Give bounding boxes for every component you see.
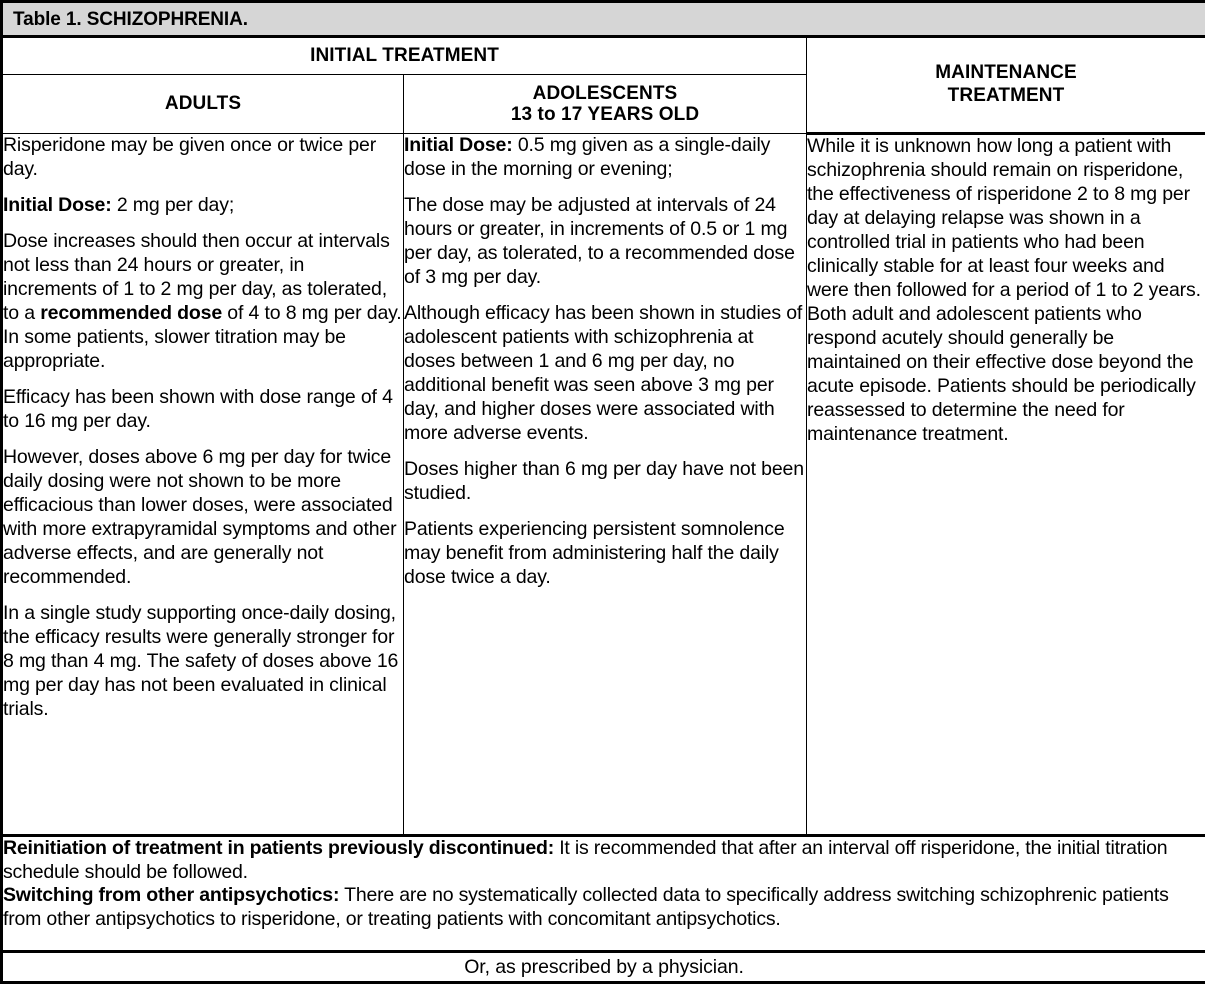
header-row-initial-treatment xyxy=(2,37,1205,75)
adults-p1-text: Risperidone may be given once or twice per day. xyxy=(3,134,377,180)
cell-maintenance-content xyxy=(807,134,1205,836)
header-maintenance-line1: MAINTENANCE xyxy=(935,62,1077,84)
table-body-row xyxy=(2,134,1205,836)
adults-p5-text: However, doses above 6 mg per day for twice daily dosing were not shown to be more efficacious than lower doses, were associated with more extrapyramidal symptoms and other adverse effects, and are generally not recommended. xyxy=(3,445,397,588)
adolescents-p4-text: Doses higher than 6 mg per day have not been studied. xyxy=(404,457,804,504)
adolescents-paragraph-5 xyxy=(404,518,806,590)
prescribed-note-text: Or, as prescribed by a physician. xyxy=(464,955,744,978)
adolescents-p3-text: Although efficacy has been shown in studies of adolescent patients with schizophrenia at doses between 1 and 6 mg per day, no additional benefit was seen above 3 mg per day, and higher doses were associated with more adverse events. xyxy=(404,301,803,444)
footer-reinitiation-label: Reinitiation of treatment in patients previously discontinued: xyxy=(3,837,554,860)
footer-switching-text: There are no systematically collected data to specifically address switching schizophrenic patients from other antipsychotics to risperidone, or treating patients with concomitant antipsychotics. xyxy=(3,884,1169,930)
adults-p3-text: Dose increases should then occur at intervals not less than 24 hours or greater, in increments of 1 to 2 mg per day, as tolerated, to a xyxy=(3,229,390,324)
header-maintenance-treatment xyxy=(807,37,1205,134)
header-initial-treatment-label: INITIAL TREATMENT xyxy=(310,45,499,66)
adolescents-p5-text: Patients experiencing persistent somnolence may benefit from administering half the daily dose twice a day. xyxy=(404,517,785,588)
adults-p6-text: In a single study supporting once-daily dosing, the efficacy results were generally stronger for 8 mg than 4 mg. The safety of doses above 16 mg per day has not been evaluated in clinical trials. xyxy=(3,601,399,720)
header-adults xyxy=(2,75,404,134)
header-adults-label: ADULTS xyxy=(164,93,242,115)
header-maintenance-line2: TREATMENT xyxy=(947,85,1065,106)
table-prescribed-row xyxy=(2,952,1205,983)
cell-footer-notes xyxy=(2,836,1205,952)
adults-p3-text2: of 4 to 8 mg per day. In some patients, slower titration may be appropriate. xyxy=(3,301,402,372)
adults-paragraph-1 xyxy=(3,134,403,182)
footer-reinitiation xyxy=(3,837,1205,884)
adolescents-p1-text: 0.5 mg given as a single-daily dose in the morning or evening; xyxy=(404,134,771,180)
adults-p2-text: 2 mg per day; xyxy=(111,193,235,216)
page-title: Table 1. SCHIZOPHRENIA. xyxy=(13,8,248,30)
table-footer-row xyxy=(2,836,1205,952)
adults-p4-text: Efficacy has been shown with dose range of 4 to 16 mg per day. xyxy=(3,385,393,432)
adolescents-p2-text: The dose may be adjusted at intervals of 24 hours or greater, in increments of 0.5 or 1 mg per day, as tolerated, to a recommended dose of 3 mg per day. xyxy=(404,193,795,288)
cell-adolescents-content xyxy=(404,134,807,836)
cell-prescribed-note xyxy=(2,952,1205,983)
adults-paragraph-6 xyxy=(3,602,403,722)
footer-reinitiation-text: It is recommended that after an interval off risperidone, the initial titration schedule should be followed. xyxy=(3,837,1168,883)
header-adolescents-line1: ADOLESCENTS xyxy=(532,82,678,104)
cell-adults-content xyxy=(2,134,404,836)
adolescents-paragraph-2 xyxy=(404,194,806,290)
adolescents-p1-lead: Initial Dose: xyxy=(404,134,513,156)
header-adolescents-line2: 13 to 17 YEARS OLD xyxy=(510,104,700,125)
adults-p2-lead: Initial Dose: xyxy=(3,193,112,216)
adults-paragraph-2 xyxy=(3,194,403,218)
maintenance-p1-text: While it is unknown how long a patient with schizophrenia should remain on risperidone, the effectiveness of risperidone 2 to 8 mg per day at delaying relapse was shown in a controlled trial in patients who had been clinically stable for at least four weeks and were then followed for a period of 1 to 2 years. Both adult and adolescent patients who respond acutely should generally be maintained on their effective dose beyond the acute episode. Patients should be periodically reassessed to determine the need for maintenance treatment. xyxy=(807,135,1201,445)
adults-paragraph-3 xyxy=(3,230,403,374)
adolescents-paragraph-4 xyxy=(404,458,806,506)
adolescents-paragraph-3 xyxy=(404,302,806,446)
header-adolescents xyxy=(404,75,807,134)
maintenance-paragraph-1 xyxy=(807,135,1205,447)
footer-switching xyxy=(3,884,1205,931)
footer-switching-label: Switching from other antipsychotics: xyxy=(3,884,340,907)
table-title-cell xyxy=(2,2,1205,37)
adults-paragraph-5 xyxy=(3,446,403,590)
adolescents-paragraph-1 xyxy=(404,134,806,182)
table-title-row xyxy=(2,2,1205,37)
adults-p3-bold: recommended dose xyxy=(40,301,223,324)
header-initial-treatment xyxy=(2,37,807,75)
adults-paragraph-4 xyxy=(3,386,403,434)
